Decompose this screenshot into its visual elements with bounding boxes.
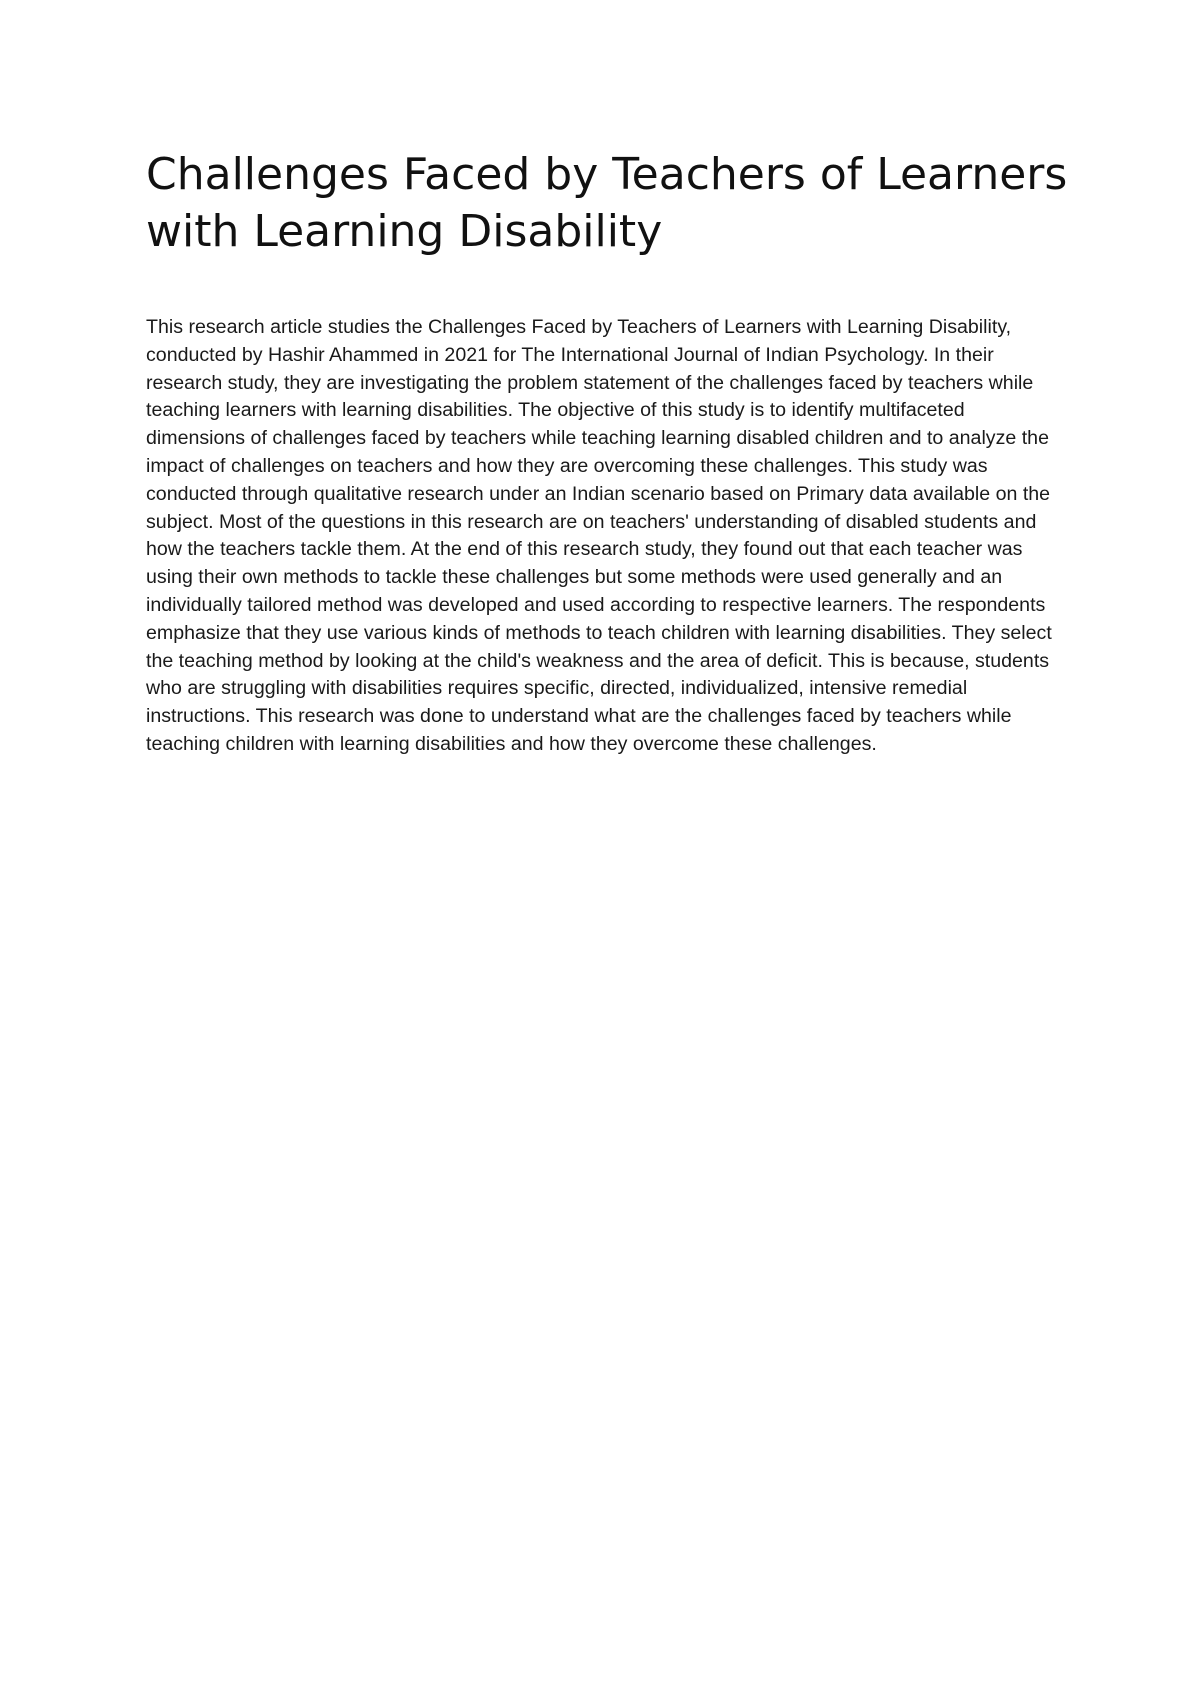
document-body-paragraph: This research article studies the Challenges Faced by Teachers of Learners with Learning Disability, conducted by Hashir Ahammed in 2021 for The International Journal of Indian Psychology. In their research study, they are investigating the problem statement of the challenges faced by teachers while teaching learners with learning disabilities. The objective of this study is to identify multifaceted dimensions of challenges faced by teachers while teaching learning disabled children and to analyze the impact of challenges on teachers and how they are overcoming these challenges. This study was conducted through qualitative research under an Indian scenario based on Primary data available on the subject. Most of the questions in this research are on teachers' understanding of disabled students and how the teachers tackle them. At the end of this research study, they found out that each teacher was using their own methods to tackle these challenges but some methods were used generally and an individually tailored method was developed and used according to respective learners. The respondents emphasize that they use various kinds of methods to teach children with learning disabilities. They select the teaching method by looking at the child's weakness and the area of deficit. This is because, students who are struggling with disabilities requires specific, directed, individualized, intensive remedial instructions. This research was done to understand what are the challenges faced by teachers while teaching children with learning disabilities and how they overcome these challenges. [146, 316, 1052, 755]
document-title: Challenges Faced by Teachers of Learners with Learning Disability [146, 149, 1068, 257]
